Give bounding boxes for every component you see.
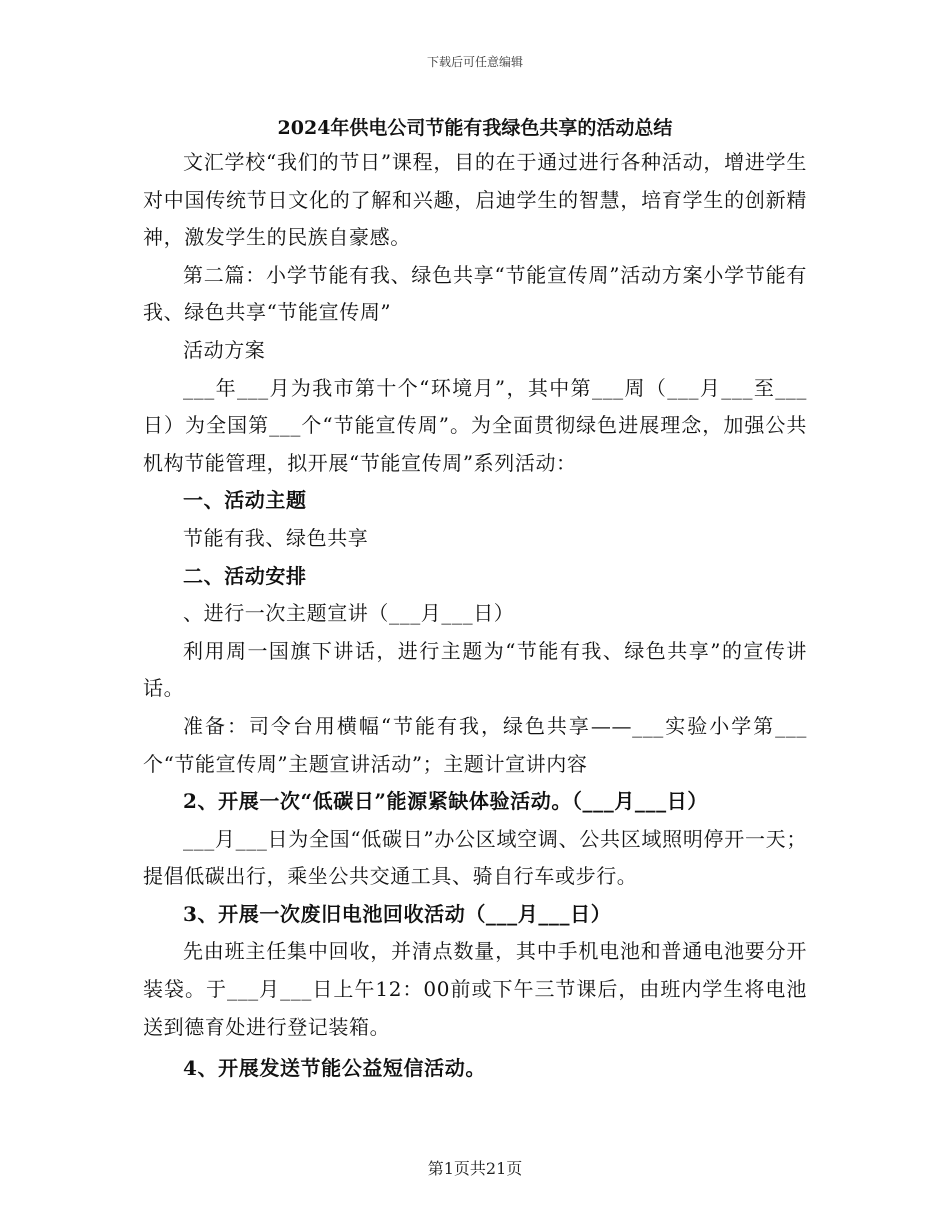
document-body xyxy=(143,144,807,1088)
item-two-title: 2、开展一次“低碳日”能源紧缺体验活动。（___月___日） xyxy=(183,789,708,814)
item-four-title: 4、开展发送节能公益短信活动。 xyxy=(183,1056,486,1081)
item-one-title: 、进行一次主题宣讲（___月___日） xyxy=(183,601,515,626)
item-two-detail: ___月___日为全国“低碳日”办公区域空调、公共区域照明停开一天；提倡低碳出行，乘坐公共交通工具、骑自行车或步行。 xyxy=(143,826,807,889)
heading-activity-theme: 一、活动主题 xyxy=(183,488,307,513)
document-title: 2024年供电公司节能有我绿色共享的活动总结 xyxy=(277,117,673,139)
intro-paragraph: 文汇学校“我们的节日”课程，目的在于通过进行各种活动，增进学生对中国传统节日文化的了解和兴趣，启迪学生的智慧，培育学生的创新精神，激发学生的民族自豪感。 xyxy=(143,150,807,250)
heading-activity-arrangement: 二、活动安排 xyxy=(183,563,307,588)
item-one-preparation: 准备：司令台用横幅“节能有我，绿色共享——___实验小学第___个“节能宣传周”主题宣讲活动”；主题计宣讲内容 xyxy=(143,713,807,776)
section-two-paragraph: 第二篇：小学节能有我、绿色共享“节能宣传周”活动方案小学节能有我、绿色共享“节能宣传周” xyxy=(143,262,807,325)
page-header-note: 下载后可任意编辑 xyxy=(426,55,523,69)
activity-plan-label: 活动方案 xyxy=(183,337,266,362)
background-paragraph: ___年___月为我市第十个“环境月”，其中第___周（___月___至___日）为全国第___个“节能宣传周”。为全面贯彻绿色进展理念，加强公共机构节能管理，拟开展“节能宣传周”系列活动： xyxy=(143,375,807,475)
item-one-detail: 利用周一国旗下讲话，进行主题为“节能有我、绿色共享”的宣传讲话。 xyxy=(143,638,807,701)
theme-text: 节能有我、绿色共享 xyxy=(183,525,369,550)
page-number-footer: 第1页共21页 xyxy=(427,1159,523,1178)
item-three-title: 3、开展一次废旧电池回收活动（___月___日） xyxy=(183,901,612,926)
item-three-detail: 先由班主任集中回收，并清点数量，其中手机电池和普通电池要分开装袋。于___月___日上午12：00前或下午三节课后，由班内学生将电池送到德育处进行登记装箱。 xyxy=(143,939,807,1039)
